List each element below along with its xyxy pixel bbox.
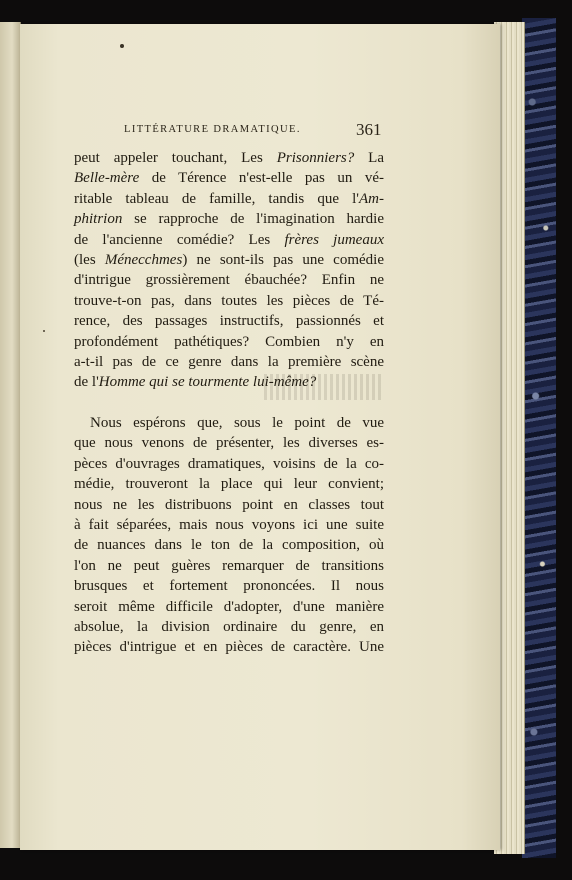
italic-title: phitrion [74, 211, 123, 228]
text-run: rence, des passages instructifs, passionnés et [74, 313, 384, 330]
text-line [74, 352, 384, 372]
text-line [74, 556, 384, 576]
text-line [74, 230, 384, 250]
facing-page-edge [0, 22, 21, 848]
text-run: nous ne les distribuons point en classes tout [74, 496, 384, 513]
text-line [74, 413, 384, 433]
ink-speck [120, 44, 124, 48]
text-run: se rapproche de l'imagination hardie [122, 211, 384, 228]
book-page [20, 24, 500, 850]
italic-title: Homme qui se tourmente lui-même? [98, 374, 317, 391]
page-number: 361 [356, 120, 382, 139]
text-line [74, 209, 384, 229]
text-line [74, 495, 384, 515]
ink-speck [43, 330, 45, 332]
text-run: que nous venons de présenter, les diverses es- [74, 435, 384, 452]
text-run: a-t-il pas de ce genre dans la première scène [74, 353, 384, 370]
text-line [74, 597, 384, 617]
text-line [74, 291, 384, 311]
text-line [74, 515, 384, 535]
text-run: ritable tableau de famille, tandis que l' [74, 190, 359, 207]
text-line [74, 372, 384, 392]
text-run: à fait séparées, mais nous voyons ici une suite [74, 517, 384, 534]
text-line [74, 454, 384, 474]
text-line [74, 311, 384, 331]
text-run: brusques et fortement prononcées. Il nous [74, 578, 384, 595]
text-run: trouve-t-on pas, dans toutes les pièces de Té- [74, 292, 384, 309]
text-run: seroit même difficile d'adopter, d'une manière [74, 598, 384, 615]
text-line [74, 617, 384, 637]
text-line [74, 168, 384, 188]
body-text [74, 148, 384, 658]
text-line [74, 250, 384, 270]
text-run: peut appeler touchant, Les [74, 150, 277, 166]
text-run: de l'ancienne comédie? Les [74, 231, 285, 248]
text-run: absolue, la division ordinaire du genre, en [74, 618, 384, 635]
text-line [74, 576, 384, 596]
text-line [74, 474, 384, 494]
running-head: LITTÉRATURE DRAMATIQUE. [124, 124, 301, 135]
text-run: l'on ne peut guères remarquer de transitions [74, 557, 384, 574]
text-run: ) ne sont-ils pas une comédie [182, 251, 384, 268]
text-line [74, 637, 384, 657]
text-line [74, 535, 384, 555]
text-run: de nuances dans le ton de la composition, où [74, 537, 384, 554]
italic-title: Ménecchmes [104, 251, 183, 268]
text-run: d'intrigue grossièrement ébauchée? Enfin ne [74, 272, 384, 289]
text-line [74, 189, 384, 209]
text-line [74, 433, 384, 453]
text-run: pièces d'intrigue et en pièces de caractère. Une [74, 639, 384, 656]
italic-title: Prisonniers? [276, 150, 355, 166]
text-run: La [354, 150, 384, 166]
text-run: (les [74, 251, 105, 268]
text-run: profondément pathétiques? Combien n'y en [74, 333, 384, 350]
paragraph-2 [74, 413, 384, 658]
text-run: médie, trouveront la place qui leur convient; [74, 476, 384, 493]
marbled-cover-edge [522, 18, 556, 858]
text-line [74, 270, 384, 290]
text-run: de Térence n'est-elle pas un vé- [139, 170, 384, 187]
text-run: pèces d'ouvrages dramatiques, voisins de la co- [74, 455, 384, 472]
text-line [74, 148, 384, 168]
paragraph-1 [74, 148, 384, 393]
text-line [74, 332, 384, 352]
text-run: Nous espérons que, sous le point de vue [90, 415, 384, 432]
italic-title: frères jumeaux [284, 231, 384, 248]
paragraph-gap [74, 393, 384, 413]
italic-title: Belle-mère [74, 170, 140, 187]
italic-title: Am- [359, 190, 384, 207]
text-run: de l' [74, 374, 99, 391]
